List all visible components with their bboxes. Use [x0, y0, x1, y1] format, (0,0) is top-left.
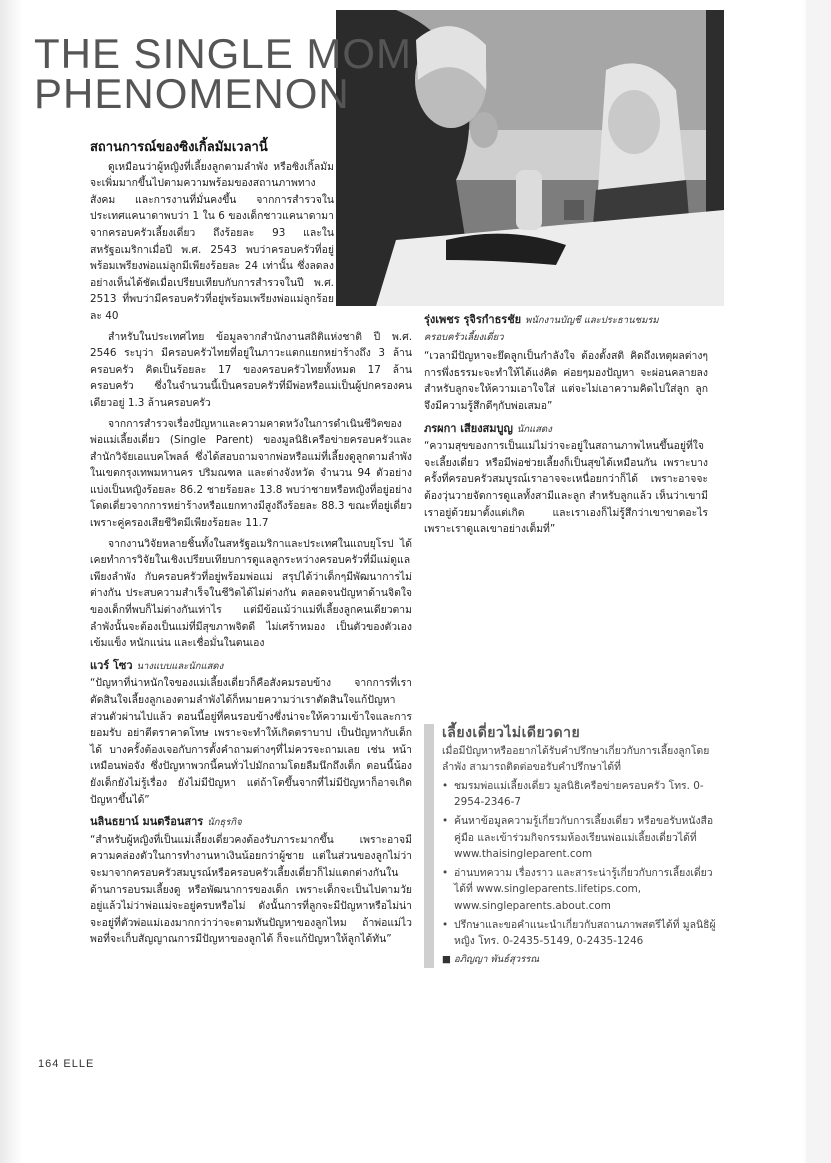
paragraph-3: จากการสำรวจเรื่องปัญหาและความคาดหวังในการดำเนินชีวิตของพ่อแม่เลี้ยงเดี่ยว (Single Parent) ของมูลนิธิเครือข่ายครอบครัวและสำนักวิจัยเอแบคโพลล์ ซึ่งได้สอบถามจากพ่อหรือแม่ที่เลี้ยงดูลูกตามลำพังในเขตกรุงเทพมหานคร ปริมณฑล และต่างจังหวัด จำนวน 94 ตัวอย่าง แบ่งเป็นหญิงร้อยละ 86.2 ชายร้อยละ 13.8 พบว่าชายหรือหญิงที่อยู่อย่างโดดเดี่ยวจากการหย่าร้างหรือแยกทางมีสูงถึงร้อยละ 88.3 ขณะที่อยู่เดี่ยวเพราะคู่ครองเสียชีวิตมีเพียงร้อยละ 11.7 [90, 417, 412, 530]
list-item [442, 917, 726, 950]
quote2-header [90, 814, 412, 832]
paragraph-1: ดูเหมือนว่าผู้หญิงที่เลี้ยงลูกตามลำพัง หรือซิงเกิ้ลมัมจะเพิ่มมากขึ้นไปตามความพร้อมของสถานภาพทางสังคม และการงานที่มั่นคงขึ้น จากการสำรวจในประเทศแคนาดาพบว่า 1 ใน 6 ของเด็กชาวแคนาดามาจากครอบครัวเลี้ยงเดี่ยว ถึงร้อยละ 93 และในสหรัฐอเมริกาเมื่อปี พ.ศ. 2543 พบว่าครอบครัวที่อยู่พร้อมเพรียงพ่อแม่ลูกมีเพียงร้อยละ 24 เท่านั้น ซึ่งลดลงอย่างเห็นได้ชัดเมื่อเปรียบเทียบกับการสำรวจในปี พ.ศ. 2513 ที่พบว่ามีครอบครัวที่อยู่พร้อมเพรียงพ่อแม่ลูกร้อยละ 40 [90, 160, 334, 322]
quote2-text: “สำหรับผู้หญิงที่เป็นแม่เลี้ยงเดี่ยวคงต้องรับภาระมากขึ้น เพราะอาจมีความคล่องตัวในการทำงานหาเงินน้อยกว่าผู้ชาย แต่ในส่วนของลูกไม่ว่าจะมาจากครอบครัวสมบูรณ์หรือครอบครัวเลี้ยงเดี่ยวก็ไม่แตกต่างกันในด้านการอบรมเลี้ยงดู หรือพัฒนาการของเด็ก เพราะเด็กจะเป็นไปตามวัยอยู่แล้วไม่ว่าพ่อแม่จะอยู่ครบหรือไม่ ดังนั้นการที่ลูกจะมีปัญหาหรือไม่น่าจะอยู่ที่ตัวพ่อแม่เองมากกว่าว่าจะตามทันปัญหาของลูกไหม ถ้าพ่อแม่ไวพอที่จะเก็บสัญญาณการมีปัญหาของลูกได้ ก็จะแก้ปัญหาให้ลูกได้ทัน” [90, 833, 412, 946]
page-edge [806, 0, 831, 1163]
article-title [34, 30, 413, 117]
bullet-icon: • [442, 779, 449, 792]
quote1-header [90, 658, 412, 676]
quote4-name: ภรผกา เสียงสมบูญ [424, 421, 513, 435]
right-column [424, 312, 708, 542]
quote3-header [424, 312, 708, 330]
quote4-header [424, 421, 708, 439]
title-line-1: THE SINGLE MOM [34, 30, 413, 77]
quote4-text: “ความสุขของการเป็นแม่ไม่ว่าจะอยู่ในสถานภาพไหนขึ้นอยู่ที่ใจ จะเลี้ยงเดี่ยว หรือมีพ่อช่วยเลี้ยงก็เป็นสุขได้เหมือนกัน เพราะบางครั้งที่ครอบครัวสมบูรณ์เราอาจจะเหนื่อยกว่าก็ได้ เพราะอาจจะต้องวุ่นวายจัดการดูแลทั้งสามีและลูก สำหรับลูกแล้ว เห็นว่าเขามีเราอยู่ด้วยมาตั้งแต่เกิด และเราเองก็ไม่รู้สึกว่าเขาขาดอะไร เพราะเราดูแลเขาอย่างเต็มที่” [424, 440, 708, 536]
sidebox-list [442, 778, 726, 950]
section-heading: สถานการณ์ของซิงเกิ้ลมัมเวลานี้ [90, 140, 268, 155]
quote3-role: พนักงานบัญชี และประธานชมรม [525, 315, 659, 326]
quote4-role: นักแสดง [516, 423, 552, 435]
page-number: 164 [38, 1058, 60, 1070]
sidebox-item-text: ปรึกษาและขอคำแนะนำเกี่ยวกับสถานภาพสตรีได้ที่ มูลนิธิผู้หญิง โทร. 0-2435-5149, 0-2435-1246 [454, 918, 716, 948]
sidebox-item-text: ชมรมพ่อแม่เลี้ยงเดี่ยว มูลนิธิเครือข่ายครอบครัว โทร. 0-2954-2346-7 [454, 779, 704, 809]
bullet-icon: • [442, 918, 449, 931]
quote3-text: “เวลามีปัญหาจะยึดลูกเป็นกำลังใจ ต้องตั้งสติ คิดถึงเหตุผลต่างๆ การพึ่งธรรมะจะทำให้ได้แง่คิด ค่อยๆมองปัญหา จะผ่อนคลายลง สำหรับลูกจะให้ความเอาใจใส่ แต่จะไม่เอาความคิดไปใส่ลูก ลูกจึงมีความรู้สึกดีๆกับพ่อเสมอ” [424, 350, 708, 412]
sidebox-item-text: ค้นหาข้อมูลความรู้เกี่ยวกับการเลี้ยงเดี่ยว หรือขอรับหนังสือคู่มือ และเข้าร่วมกิจกรรมห้องเรียนพ่อแม่เลี้ยงเดี่ยวได้ที่ www.thaisingleparent.com [454, 814, 714, 861]
list-item [442, 813, 726, 863]
credit-name: อภิญญา พันธ์สุวรรณ [454, 953, 540, 965]
sidebox-item-text: อ่านบทความ เรื่องราว และสาระน่ารู้เกี่ยวกับการเลี้ยงเดี่ยวได้ที่ www.singleparents.lifetips.com, www.singleparents.about.com [454, 866, 713, 912]
bullet-icon: • [442, 866, 449, 879]
sidebox-credit: ■ อภิญญา พันธ์สุวรรณ [442, 953, 540, 965]
paragraph-2: สำหรับในประเทศไทย ข้อมูลจากสำนักงานสถิติแห่งชาติ ปี พ.ศ. 2546 ระบุว่า มีครอบครัวไทยที่อยู่ในภาวะแตกแยกหย่าร้างถึง 3 ล้านครอบครัว คิดเป็นร้อยละ 17 ของครอบครัวไทยทั้งหมด 17 ล้านครอบครัว ซึ่งในจำนวนนี้เป็นครอบครัวที่มีพ่อหรือแม่เป็นผู้ปกครองคนเดียวอยู่ 1.3 ล้านครอบครัว [90, 330, 412, 409]
page-folio [38, 1058, 94, 1070]
sidebox-title: เลี้ยงเดี่ยวไม่เดียวดาย [442, 724, 581, 740]
list-item [442, 778, 726, 811]
quote3-role-line2: ครอบครัวเลี้ยงเดี่ยว [424, 331, 504, 343]
resource-sidebox [424, 724, 726, 968]
quote3-name: รุ่งเพชร รุจิรกำธรชัย [424, 313, 522, 326]
title-line-2: PHENOMENON [34, 70, 350, 117]
quote1-name: แวร์ โซว [90, 658, 133, 672]
quote2-role: นักธุรกิจ [207, 817, 242, 829]
magazine-brand: ELLE [63, 1058, 95, 1070]
quote2-name: นลินธยาน์ มนตรีอนสาร [90, 815, 204, 829]
list-item [442, 865, 726, 915]
bullet-icon: • [442, 814, 449, 827]
quote1-role: นางแบบและนักแสดง [136, 660, 224, 672]
paragraph-4: จากงานวิจัยหลายชิ้นทั้งในสหรัฐอเมริกาและประเทศในแถบยุโรป ได้เคยทำการวิจัยในเชิงเปรียบเทียบการดูแลลูกระหว่างครอบครัวที่มีแม่ดูแลเพียงลำพัง กับครอบครัวที่อยู่พร้อมพ่อแม่ สรุปได้ว่าเด็กๆมีพัฒนาการไม่ต่างกัน ประสบความสำเร็จในชีวิตได้ไม่ต่างกัน ตลอดจนปัญหาด้านจิตใจของเด็กที่พบก็ไม่ต่างกันเท่าไร แต่มีข้อแม้ว่าแม่ที่เลี้ยงลูกคนเดียวตามลำพังนั้นจะต้องเป็นแม่ที่มีสุขภาพจิตดี ไม่เศร้าหมอง เป็นตัวของตัวเอง เข้มแข็ง หนักแน่น และเชื่อมั่นในตนเอง [90, 537, 412, 650]
left-column [90, 140, 412, 952]
sidebox-intro: เมื่อมีปัญหาหรืออยากได้รับคำปรึกษาเกี่ยวกับการเลี้ยงลูกโดยลำพัง สามารถติดต่อขอรับคำปรึกษาได้ที่ [442, 744, 710, 774]
quote1-text: “ปัญหาที่น่าหนักใจของแม่เลี้ยงเดี่ยวก็คือสังคมรอบข้าง จากการที่เราตัดสินใจเลี้ยงลูกเองตามลำพังได้ก็หมายความว่าเราตัดสินใจแก้ปัญหาส่วนตัวผ่านไปแล้ว ตอนนี้อยู่ที่คนรอบข้างซึ่งน่าจะให้ความเข้าใจและการยอมรับ อย่าตีตราคาดโทษ เพราะจะทำให้เกิดตราบาป เป็นปัญหากับเด็กได้ บางครั้งต้องเจอกับการตั้งคำถามต่างๆที่ไม่ควรจะถามเลย เช่น หน้าเหมือนพ่อจัง ซึ่งปัญหาพวกนี้คนทั่วไปมักถามโดยลืมนึกถึงเด็ก ตอนนี้น้องยังเด็กยังไม่รู้เรื่อง ยังไม่มีปัญหา แต่ถ้าโตขึ้นจากที่ไม่มีปัญหาก็อาจเกิดปัญหาขึ้นได้” [90, 677, 412, 806]
